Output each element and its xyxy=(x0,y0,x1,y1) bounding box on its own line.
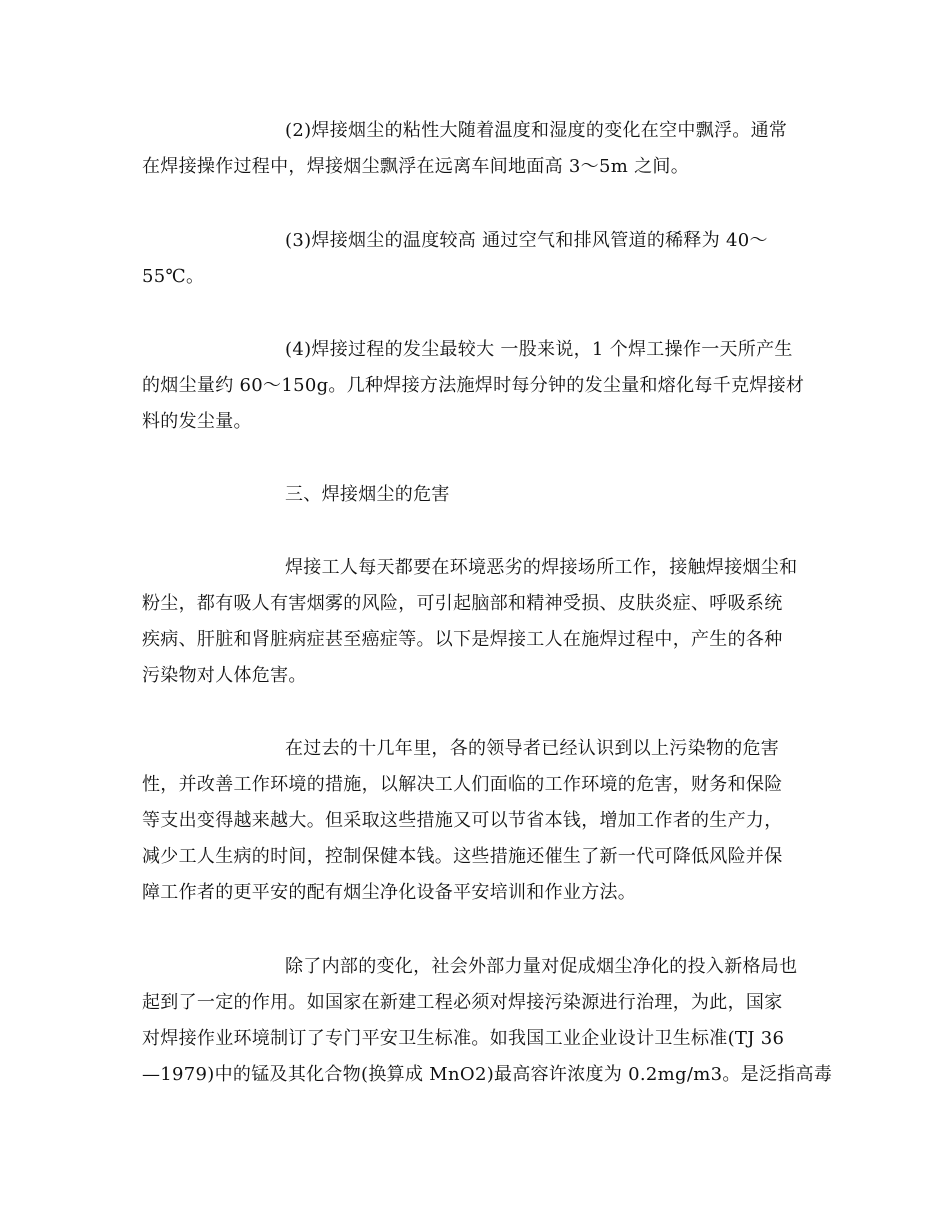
hazard-paragraph-line-2: 粉尘，都有吸人有害烟雾的风险，可引起脑部和精神受损、皮肤炎症、呼吸系统 xyxy=(142,593,783,614)
paragraph-2-line-2: 在焊接操作过程中，焊接烟尘飘浮在远离车间地面高 3～5m 之间。 xyxy=(142,156,690,177)
paragraph-4-line-1: (4)焊接过程的发尘最较大 一股来说，1 个焊工操作一天所产生 xyxy=(285,339,793,360)
measures-paragraph-line-1: 在过去的十几年里，各的领导者已经认识到以上污染物的危害 xyxy=(285,738,780,759)
hazard-paragraph-line-3: 疾病、肝脏和肾脏病症甚至癌症等。以下是焊接工人在施焊过程中，产生的各种 xyxy=(142,629,783,650)
paragraph-4-line-2: 的烟尘量约 60～150g。几种焊接方法施焊时每分钟的发尘量和熔化每千克焊接材 xyxy=(142,375,805,396)
standards-paragraph-line-4: —1979)中的锰及其化合物(换算成 MnO2)最高容许浓度为 0.2mg/m3。是泛指高毒 xyxy=(142,1064,833,1085)
standards-paragraph-line-1: 除了内部的变化，社会外部力量对促成烟尘净化的投入新格局也 xyxy=(285,956,798,977)
paragraph-4-line-3: 料的发尘量。 xyxy=(142,411,252,432)
standards-paragraph-line-3: 对焊接作业环境制订了专门平安卫生标准。如我国工业企业设计卫生标准(TJ 36 xyxy=(142,1028,785,1049)
paragraph-2-line-1: (2)焊接烟尘的粘性大随着温度和湿度的变化在空中飘浮。通常 xyxy=(285,120,788,141)
section-heading: 三、焊接烟尘的危害 xyxy=(285,484,450,505)
hazard-paragraph-line-4: 污染物对人体危害。 xyxy=(142,665,307,686)
measures-paragraph-line-4: 减少工人生病的时间，控制保健本钱。这些措施还催生了新一代可降低风险并保 xyxy=(142,846,783,867)
paragraph-3-line-2: 55℃。 xyxy=(142,266,205,287)
hazard-paragraph-line-1: 焊接工人每天都要在环境恶劣的焊接场所工作，接触焊接烟尘和 xyxy=(285,557,798,578)
measures-paragraph-line-2: 性，并改善工作环境的措施，以解决工人们面临的工作环境的危害，财务和保险 xyxy=(142,774,783,795)
paragraph-3-line-1: (3)焊接烟尘的温度较高 通过空气和排风管道的稀释为 40～ xyxy=(285,230,768,251)
measures-paragraph-line-3: 等支出变得越来越大。但采取这些措施又可以节省本钱，增加工作者的生产力， xyxy=(142,810,783,831)
standards-paragraph-line-2: 起到了一定的作用。如国家在新建工程必须对焊接污染源进行治理，为此，国家 xyxy=(142,992,783,1013)
measures-paragraph-line-5: 障工作者的更平安的配有烟尘净化设备平安培训和作业方法。 xyxy=(142,882,637,903)
